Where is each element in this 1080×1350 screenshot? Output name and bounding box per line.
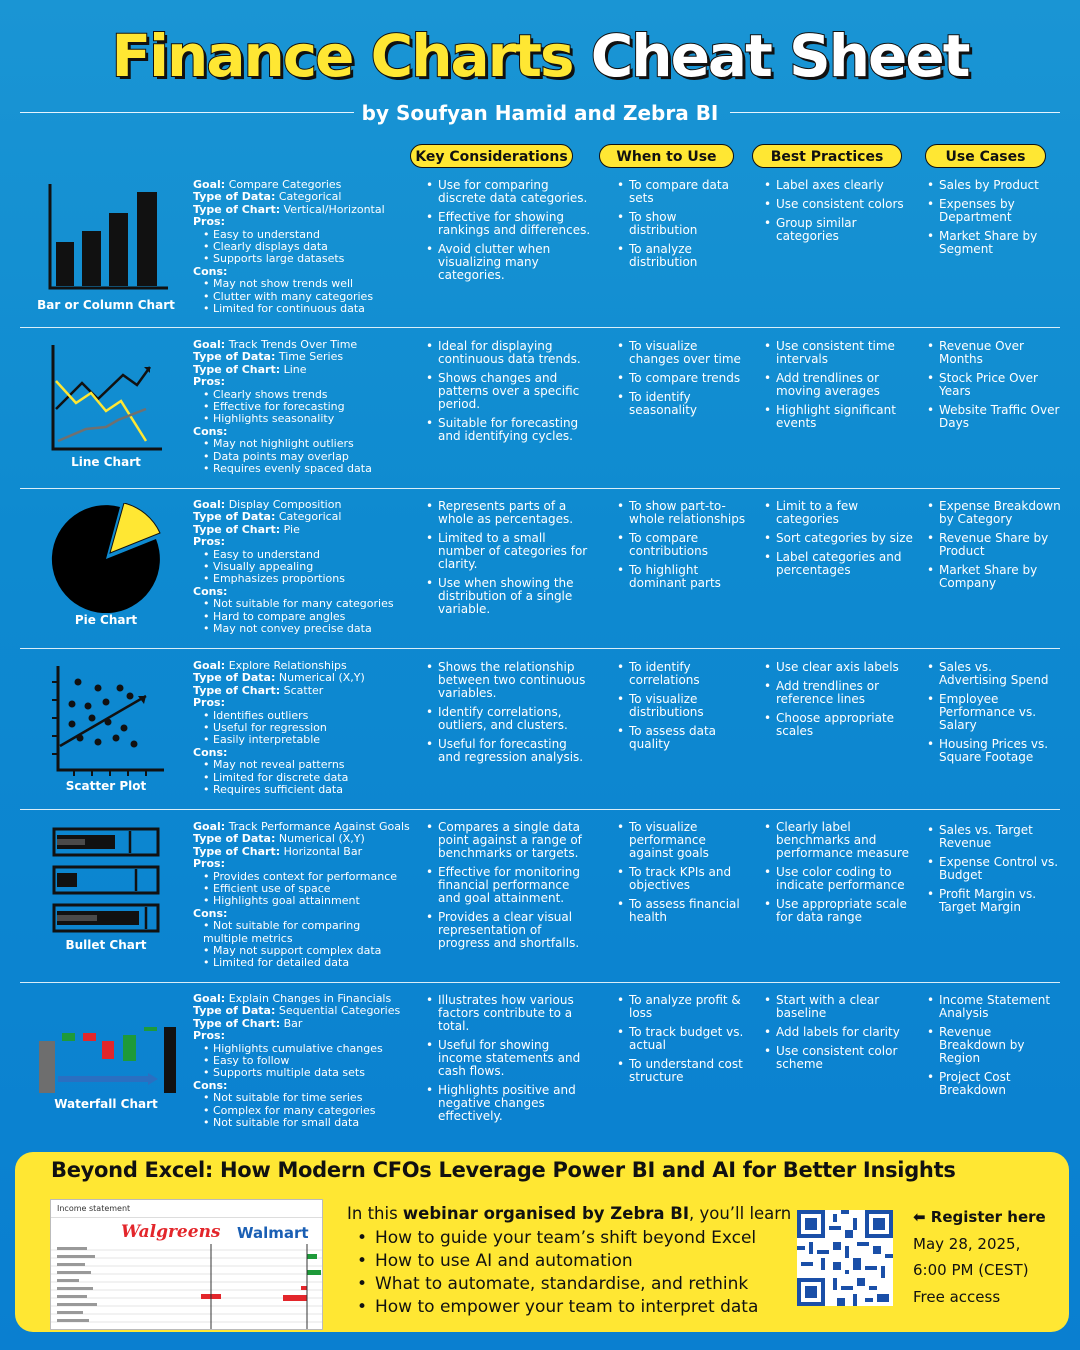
row-title: Pie Chart (74, 613, 138, 627)
header-use-cases: Use Cases (925, 144, 1046, 168)
row-title: Scatter Plot (65, 779, 147, 793)
register-link[interactable]: ⬅ Register here (913, 1208, 1046, 1226)
row-divider (20, 327, 1060, 328)
best-practices: • Use clear axis labels • Add trendlines or reference lines • Choose appropriate scales (764, 661, 914, 744)
webinar-time: 6:00 PM (CEST) (913, 1261, 1029, 1279)
key-considerations: • Use for comparing discrete data categories. • Effective for showing rankings and differences. • Avoid clutter when visualizing many categories. (426, 179, 591, 288)
row-specs: Goal: Compare Categories Type of Data: Categorical Type of Chart: Vertical/Horizontal Pros: • Easy to understand • Clearly displays data • Supports large datasets Cons: • May not show trends well • Clutter with many categories • Limited for continuous data (193, 178, 385, 316)
use-cases: • Income Statement Analysis • Revenue Breakdown by Region • Project Cost Breakdown (927, 994, 1062, 1103)
row-specs: Goal: Explain Changes in Financials Type of Data: Sequential Categories Type of Chart: Bar Pros: • Highlights cumulative changes • Easy to follow • Supports multiple data sets Cons: • Not suitable for time series • Complex for many categories • Not suitable for small data (193, 992, 401, 1130)
webinar-access: Free access (913, 1287, 1001, 1306)
qr-code-icon[interactable] (797, 1210, 893, 1306)
list-item: • What to automate, standardise, and rethink (355, 1273, 758, 1296)
row-specs: Goal: Display Composition Type of Data: Categorical Type of Chart: Pie Pros: • Easy to understand • Visually appealing • Emphasizes proportions Cons: • Not suitable for many categories • Hard to compare angles • May not convey precise data (193, 498, 394, 636)
when-to-use: • To compare data sets • To show distribution • To analyze distribution (617, 179, 747, 275)
key-considerations: • Represents parts of a whole as percentages. • Limited to a small number of categories for clarity. • Use when showing the distribution of a single variable. (426, 500, 591, 622)
bullet-chart-icon (52, 827, 162, 937)
when-to-use: • To visualize performance against goals • To track KPIs and objectives • To assess financial health (617, 821, 747, 930)
row-title: Bar or Column Chart (37, 298, 175, 312)
webinar-title: Beyond Excel: How Modern CFOs Leverage Power BI and AI for Better Insights (51, 1158, 956, 1182)
waterfall-chart-icon (36, 1021, 180, 1097)
best-practices: • Clearly label benchmarks and performance measure • Use color coding to indicate performance • Use appropriate scale for data range (764, 821, 914, 930)
row-divider (20, 982, 1060, 983)
webinar-intro: In this webinar organised by Zebra BI, you’ll learn (347, 1204, 792, 1223)
when-to-use: • To identify correlations • To visualize distributions • To assess data quality (617, 661, 747, 757)
walgreens-logo: Walgreens (121, 1222, 221, 1242)
use-cases: • Sales by Product • Expenses by Department • Market Share by Segment (927, 179, 1062, 262)
row-title: Bullet Chart (65, 938, 147, 952)
list-item: • How to use AI and automation (355, 1250, 758, 1273)
header-best-practices: Best Practices (752, 144, 902, 168)
best-practices: • Limit to a few categories • Sort categories by size • Label categories and percentages (764, 500, 914, 583)
row-specs: Goal: Explore Relationships Type of Data: Numerical (X,Y) Type of Chart: Scatter Pros: • Identifies outliers • Useful for regression • Easily interpretable Cons: • May not reveal patterns • Limited for discrete data • Requires sufficient data (193, 659, 365, 797)
row-specs: Goal: Track Performance Against Goals Type of Data: Numerical (X,Y) Type of Chart: Horizontal Bar Pros: • Provides context for performance • Efficient use of space • Highlights goal attainment Cons: • Not suitable for comparing multiple metrics • May not support complex data • Limited for detailed data (193, 820, 410, 970)
list-item: • How to empower your team to interpret data (355, 1296, 758, 1319)
when-to-use: • To visualize changes over time • To compare trends • To identify seasonality (617, 340, 747, 423)
report-screenshot (50, 1199, 323, 1330)
row-divider (20, 809, 1060, 810)
page-title (0, 18, 1080, 94)
webinar-date: May 28, 2025, (913, 1234, 1021, 1253)
best-practices: • Start with a clear baseline • Add labels for clarity • Use consistent color scheme (764, 994, 914, 1077)
list-item: • How to guide your team’s shift beyond Excel (355, 1227, 758, 1250)
key-considerations: • Ideal for displaying continuous data trends. • Shows changes and patterns over a specific period. • Suitable for forecasting and identifying cycles. (426, 340, 591, 449)
row-title: Line Chart (71, 455, 141, 469)
header-when-to-use: When to Use (599, 144, 734, 168)
pie-chart-icon (50, 503, 166, 613)
when-to-use: • To analyze profit & loss • To track budget vs. actual • To understand cost structure (617, 994, 747, 1090)
screenshot-header: Income statement (51, 1200, 322, 1218)
report-table-graphic (51, 1244, 323, 1330)
title-part-1: Finance Charts (111, 22, 573, 90)
webinar-banner[interactable] (15, 1152, 1069, 1332)
best-practices: • Use consistent time intervals • Add trendlines or moving averages • Highlight significant events (764, 340, 914, 436)
bar-chart-icon (48, 184, 168, 290)
registration-info (913, 1204, 1046, 1310)
best-practices: • Label axes clearly • Use consistent colors • Group similar categories (764, 179, 914, 249)
use-cases: • Sales vs. Advertising Spend • Employee Performance vs. Salary • Housing Prices vs. Square Footage (927, 661, 1062, 770)
line-chart-icon (46, 345, 166, 453)
use-cases: • Expense Breakdown by Category • Revenue Share by Product • Market Share by Company (927, 500, 1062, 596)
byline-bar (20, 100, 1060, 126)
use-cases: • Revenue Over Months • Stock Price Over Years • Website Traffic Over Days (927, 340, 1062, 436)
webinar-topics (355, 1227, 758, 1319)
use-cases: • Sales vs. Target Revenue • Expense Control vs. Budget • Profit Margin vs. Target Margin (927, 824, 1062, 920)
when-to-use: • To show part-to-whole relationships • To compare contributions • To highlight dominant parts (617, 500, 747, 596)
key-considerations: • Illustrates how various factors contribute to a total. • Useful for showing income statements and cash flows. • Highlights positive and negative changes effectively. (426, 994, 591, 1129)
walmart-logo: Walmart (237, 1224, 309, 1242)
title-part-2: Cheat Sheet (590, 22, 969, 90)
row-divider (20, 488, 1060, 489)
row-title: Waterfall Chart (54, 1097, 158, 1111)
key-considerations: • Compares a single data point against a range of benchmarks or targets. • Effective for monitoring financial performance and goal attainment. • Provides a clear visual representation of progress and shortfalls. (426, 821, 591, 956)
key-considerations: • Shows the relationship between two continuous variables. • Identify correlations, outliers, and clusters. • Useful for forecasting and regression analysis. (426, 661, 591, 770)
row-divider (20, 648, 1060, 649)
row-specs: Goal: Track Trends Over Time Type of Data: Time Series Type of Chart: Line Pros: • Clearly shows trends • Effective for forecasting • Highlights seasonality Cons: • May not highlight outliers • Data points may overlap • Requires evenly spaced data (193, 338, 372, 476)
header-key-considerations: Key Considerations (410, 144, 573, 168)
scatter-plot-icon (50, 666, 168, 776)
byline: by Soufyan Hamid and Zebra BI (361, 101, 719, 125)
